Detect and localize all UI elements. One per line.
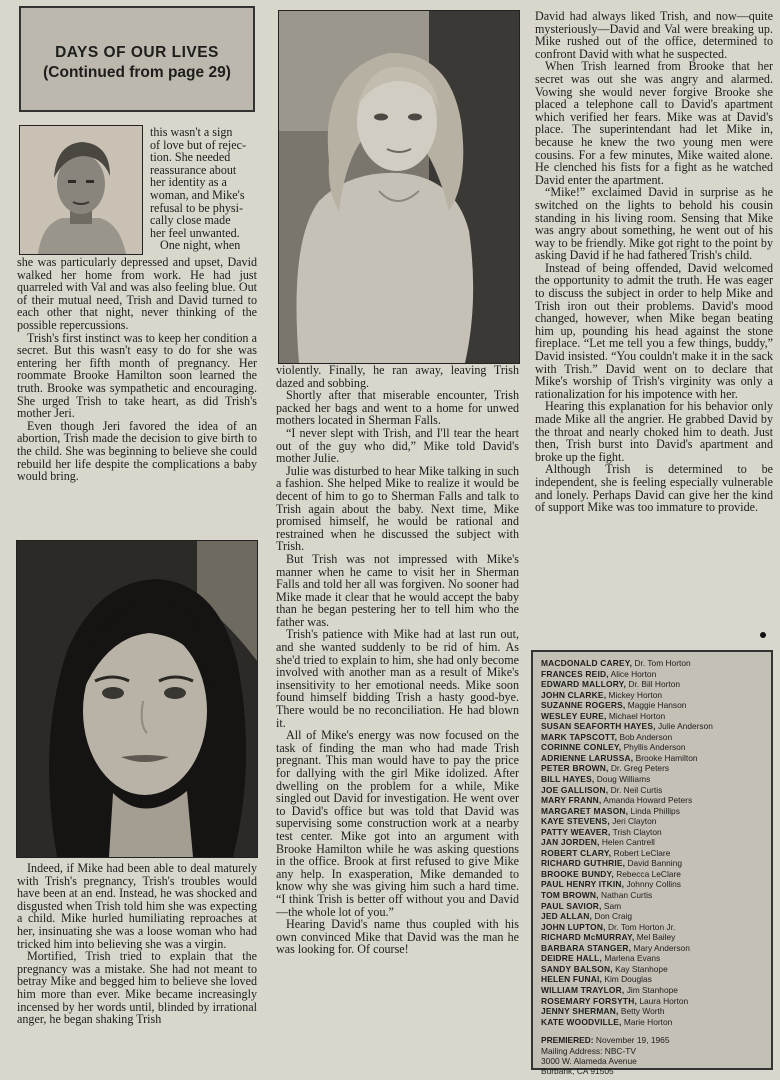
- paragraph: Although Trish is determined to be independent, she is feeling especially vulnerable and lonely. Perhaps David can give her the kind of support Mike was too immature to provide.: [535, 462, 773, 515]
- col1-text: [17, 256, 257, 483]
- mailing-address-line: Mailing Address: NBC-TV: [541, 1045, 636, 1056]
- paragraph: “I never slept with Trish, and I'll tear the heart out of the guy who did,” Mike told David's mother Julie.: [276, 425, 519, 466]
- cast-list-box: [531, 650, 773, 1077]
- cast-actor: BARBARA STANGER,: [541, 942, 632, 953]
- cast-actor: ROBERT CLARY,: [541, 847, 612, 858]
- wrap-line: tion. She needed: [150, 150, 231, 165]
- cast-actor: PATTY WEAVER,: [541, 826, 611, 837]
- cast-row: [541, 785, 765, 796]
- cast-role: Nathan Curtis: [601, 890, 653, 901]
- cast-row: [541, 816, 765, 827]
- cast-actor: KAYE STEVENS,: [541, 816, 610, 827]
- cast-actor: CORINNE CONLEY,: [541, 742, 622, 753]
- cast-role: Dr. Tom Horton Jr.: [607, 921, 676, 932]
- continued-header: [19, 6, 255, 112]
- cast-role: David Banning: [627, 858, 682, 869]
- cast-actor: JOHN CLARKE,: [541, 689, 607, 700]
- cast-role: Mickey Horton: [608, 689, 663, 700]
- cast-actor: KATE WOODVILLE,: [541, 1016, 622, 1027]
- cast-role: Trish Clayton: [612, 826, 662, 837]
- woman-brunette-image: [17, 541, 257, 857]
- continued-note: (Continued from page 29): [43, 64, 231, 81]
- cast-role: Linda Phillips: [630, 805, 680, 816]
- cast-row: [541, 753, 765, 764]
- cast-actor: SUSAN SEAFORTH HAYES,: [541, 721, 656, 732]
- col2-text: [276, 364, 519, 956]
- cast-actor: MARK TAPSCOTT,: [541, 731, 618, 742]
- cast-row: [541, 742, 765, 753]
- cast-role: Bob Anderson: [619, 731, 673, 742]
- wrap-line: this wasn't a sign: [150, 125, 233, 139]
- cast-actor: JOE GALLISON,: [541, 784, 609, 795]
- wrap-line: cally close made: [150, 213, 231, 228]
- paragraph: Even though Jeri favored the idea of an abortion, Trish made the decision to give birth to the child. She was beginning to believe she could rebuild her life despite the complications a baby would bring.: [17, 418, 257, 484]
- mailing-address-line: 3000 W. Alameda Avenue: [541, 1055, 637, 1066]
- cast-actor: TOM BROWN,: [541, 890, 599, 901]
- cast-actor: PAUL SAVIOR,: [541, 900, 602, 911]
- cast-role: Mel Bailey: [636, 932, 676, 943]
- paragraph: Julie was disturbed to hear Mike talking in such a fashion. She helped Mike to realize it would be decent of him to go to Sherman Falls and talk to Trish again about the baby. Next time, Mike promised himself, he would be rational and restrained when he discussed the subject with Trish.: [276, 463, 519, 554]
- cast-role: Maggie Hanson: [627, 700, 687, 711]
- paragraph: Indeed, if Mike had been able to deal maturely with Trish's pregnancy, Trish's troubles would have been at an end. Instead, he was shocked and disgusted when Trish told him she was expecting a child. Mike hurled humiliating reproaches at her, insinuating she was a loose woman who had tricked him into believing she was a virgin.: [17, 861, 257, 951]
- cast-role: Jim Stanhope: [626, 984, 678, 995]
- col3-text: [535, 10, 773, 514]
- cast-role: Marlena Evans: [604, 953, 661, 964]
- paragraph: All of Mike's energy was now focused on the task of finding the man who had made Trish pregnant. This man would have to pay the price for dallying with the girl Mike idolized. After dwelling on the problem for a while, Mike singled out David for investigation. He went over to David's office but was told that David was supervising some construction work at a nearby test center. Mike got into an argument with Brooke Hamilton while he was asking questions in the office. Brook at first refused to give Mike any help. In exasperation, Mike demanded to know why she was giving him such a hard time. “I think Trish is better off without you and David—the whole lot of you.”: [276, 728, 519, 919]
- cast-role: Dr. Greg Peters: [610, 763, 670, 774]
- cast-list: [541, 658, 765, 1027]
- cast-row: [541, 858, 765, 869]
- cast-actor: WESLEY EURE,: [541, 710, 607, 721]
- wrap-line: her identity as a: [150, 175, 227, 190]
- cast-row: [541, 922, 765, 933]
- cast-actor: ADRIENNE LARUSSA,: [541, 752, 634, 763]
- mailing-address-line: Burbank, CA 91505: [541, 1066, 614, 1077]
- cast-role: Jeri Clayton: [612, 816, 657, 827]
- cast-row: [541, 985, 765, 996]
- paragraph: Hearing David's name thus coupled with his own convinced Mike that David was the man he was looking for. Of course!: [276, 917, 519, 957]
- cast-role: Amanda Howard Peters: [603, 795, 693, 806]
- col1-lower-text: [17, 862, 257, 1026]
- wrap-line: woman, and Mike's: [150, 187, 245, 202]
- cast-row: [541, 795, 765, 806]
- cast-role: Johnny Collins: [626, 879, 681, 890]
- cast-row: [541, 774, 765, 785]
- paragraph: But Trish was not impressed with Mike's manner when he came to visit her in Sherman Falls and told her all was forgiven. No sooner had Mike made it clear that he would accept the baby than he began pestering her to tell him who the father was.: [276, 551, 519, 629]
- paragraph: Shortly after that miserable encounter, Trish packed her bags and went to a home for unwed mothers located in Sherman Falls.: [276, 388, 519, 428]
- cast-role: Laura Horton: [639, 995, 689, 1006]
- paragraph: she was particularly depressed and upset, David walked her home from work. He had just quarreled with Val and was also feeling blue. Out of their mutual need, Trish and David turned to each other that night, never thinking of the possible repercussions.: [17, 255, 257, 332]
- cast-role: Marie Horton: [623, 1016, 673, 1027]
- wrap-line: of love but of rejec-: [150, 137, 247, 152]
- cast-actor: BILL HAYES,: [541, 774, 595, 785]
- cast-actor: ROSEMARY FORSYTH,: [541, 995, 637, 1006]
- cast-row: [541, 1017, 765, 1028]
- woman-blonde-photo: [278, 10, 520, 364]
- cast-role: Michael Horton: [608, 710, 666, 721]
- cast-row: [541, 964, 765, 975]
- woman-blonde-image: [279, 11, 519, 363]
- cast-row: [541, 679, 765, 690]
- cast-actor: JENNY SHERMAN,: [541, 1006, 619, 1017]
- cast-actor: FRANCES REID,: [541, 668, 609, 679]
- wrap-line: One night, when: [160, 238, 241, 253]
- cast-row: [541, 879, 765, 890]
- cast-actor: MARY FRANN,: [541, 795, 602, 806]
- paragraph: Trish's patience with Mike had at last run out, and she wanted suddenly to be rid of him. As she'd tried to explain to him, she had only become involved with another man as a result of Mike's insensitivity to her emotional needs. Mike soon found himself bidding Trish a hasty good-bye. There would be no reconciliation. He had blown it.: [276, 627, 519, 730]
- cast-row: [541, 669, 765, 680]
- cast-role: Doug Williams: [596, 774, 651, 785]
- cast-actor: JOHN LUPTON,: [541, 921, 606, 932]
- premiered-date: November 19, 1965: [595, 1035, 670, 1046]
- cast-actor: SANDY BALSON,: [541, 963, 613, 974]
- cast-role: Helen Cantrell: [601, 837, 655, 848]
- cast-actor: HELEN FUNAI,: [541, 974, 603, 985]
- wrap-line: refusal to be physi-: [150, 200, 244, 215]
- cast-actor: PAUL HENRY ITKIN,: [541, 879, 625, 890]
- cast-row: [541, 1006, 765, 1017]
- cast-actor: WILLIAM TRAYLOR,: [541, 984, 625, 995]
- cast-actor: JED ALLAN,: [541, 911, 593, 922]
- cast-role: Kay Stanhope: [615, 963, 668, 974]
- cast-row: [541, 890, 765, 901]
- cast-row: [541, 827, 765, 838]
- cast-role: Phyllis Anderson: [623, 742, 686, 753]
- cast-actor: BROOKE BUNDY,: [541, 868, 614, 879]
- cast-row: [541, 848, 765, 859]
- paragraph: Hearing this explanation for his behavior only made Mike all the angrier. He grabbed David by the throat and nearly choked him to death. Just then, Trish burst into David's apartment and broke up the fight.: [535, 399, 773, 464]
- paragraph: Mortified, Trish tried to explain that the pregnancy was a mistake. She had not meant to betray Mike and begged him to believe she loved him more than ever. Mike became increasingly incensed by her words until, blinded by irrational anger, he began shaking Trish: [17, 949, 257, 1027]
- cast-row: [541, 837, 765, 848]
- cast-row: [541, 943, 765, 954]
- col1-wrap-text: [150, 126, 256, 252]
- cast-actor: SUZANNE ROGERS,: [541, 700, 626, 711]
- premiere-info: [541, 1035, 765, 1045]
- cast-role: Dr. Tom Horton: [634, 658, 691, 668]
- cast-actor: DEIDRE HALL,: [541, 953, 603, 964]
- cast-actor: RICHARD McMURRAY,: [541, 932, 635, 943]
- paragraph: “Mike!” exclaimed David in surprise as he switched on the lights to behold his cousin standing in his living room. Sensing that Mike was angry about something, he went out of his way to be friendly. Mike got right to the point by asking David if he had fathered Trish's child.: [535, 185, 773, 263]
- woman-brunette-photo: [16, 540, 258, 858]
- cast-row: [541, 658, 765, 669]
- cast-role: Don Craig: [594, 911, 633, 922]
- cast-row: [541, 996, 765, 1007]
- cast-role: Sam: [603, 900, 622, 911]
- paragraph: David had always liked Trish, and now—quite mysteriously—David and Val were breaking up. Mike rushed out of the office, determined to confront David with what he suspected.: [535, 9, 773, 61]
- show-title: DAYS OF OUR LIVES: [55, 44, 219, 61]
- cast-role: Mary Anderson: [633, 942, 690, 953]
- cast-actor: PETER BROWN,: [541, 763, 609, 774]
- wrap-line: reassurance about: [150, 162, 237, 177]
- cast-actor: MACDONALD CAREY,: [541, 658, 633, 668]
- cast-row: [541, 763, 765, 774]
- paragraph: Trish's first instinct was to keep her condition a secret. But this wasn't easy to do for she was entering her fifth month of pregnancy. Her roommate Brooke Hamilton soon learned the truth. Brooke was sympathetic and encouraging. She urged Trish to take heart, as did Trish's mother Jeri.: [17, 330, 257, 421]
- cast-role: Julie Anderson: [657, 721, 713, 732]
- cast-row: [541, 901, 765, 912]
- portrait-man-image: [20, 126, 142, 254]
- cast-row: [541, 721, 765, 732]
- cast-row: [541, 732, 765, 743]
- wrap-line: her feel unwanted.: [150, 225, 240, 240]
- portrait-man-photo: [19, 125, 143, 255]
- cast-actor: RICHARD GUTHRIE,: [541, 858, 626, 869]
- premiered-label: PREMIERED:: [541, 1035, 594, 1046]
- cast-role: Kim Douglas: [604, 974, 652, 985]
- cast-row: [541, 932, 765, 943]
- cast-row: [541, 690, 765, 701]
- cast-role: Rebecca LeClare: [616, 868, 681, 879]
- cast-role: Alice Horton: [610, 668, 657, 679]
- paragraph: Instead of being offended, David welcomed the opportunity to admit the truth. He was eager to discuss the subject in order to help Mike and Trish iron out their problems. David's mood changed, however, when Mike began beating him up, pounding his head against the stone fireplace. “Let me tell you a few things, buddy,” David insisted. “You couldn't make it in the sack with Trish.” David went on to declare that Mike's worship of Trish's virginity was only a rationalization for his impotence with her.: [535, 260, 773, 401]
- cast-row: [541, 974, 765, 985]
- cast-row: [541, 806, 765, 817]
- cast-role: Betty Worth: [620, 1006, 665, 1017]
- paragraph: When Trish learned from Brooke that her secret was out she was angry and alarmed. Vowing she would never forgive Brooke she placed a telephone call to David's apartment which verified her fears. Mike was at David's place. The superintendant had let Mike in, because he knew the two young men were cousins. For a few minutes, Mike waited alone. He clenched his fists for a fight as he watched David enter the apartment.: [535, 59, 773, 187]
- paragraph: violently. Finally, he ran away, leaving Trish dazed and sobbing.: [276, 363, 519, 390]
- cast-row: [541, 953, 765, 964]
- end-of-story-bullet-icon: [760, 632, 766, 638]
- cast-role: Brooke Hamilton: [635, 752, 698, 763]
- cast-row: [541, 700, 765, 711]
- cast-role: Dr. Bill Horton: [628, 679, 681, 690]
- cast-row: [541, 911, 765, 922]
- cast-row: [541, 711, 765, 722]
- cast-row: [541, 869, 765, 880]
- cast-role: Dr. Neil Curtis: [610, 784, 663, 795]
- cast-actor: MARGARET MASON,: [541, 805, 629, 816]
- cast-actor: EDWARD MALLORY,: [541, 679, 627, 690]
- cast-actor: JAN JORDEN,: [541, 837, 600, 848]
- cast-role: Robert LeClare: [613, 847, 671, 858]
